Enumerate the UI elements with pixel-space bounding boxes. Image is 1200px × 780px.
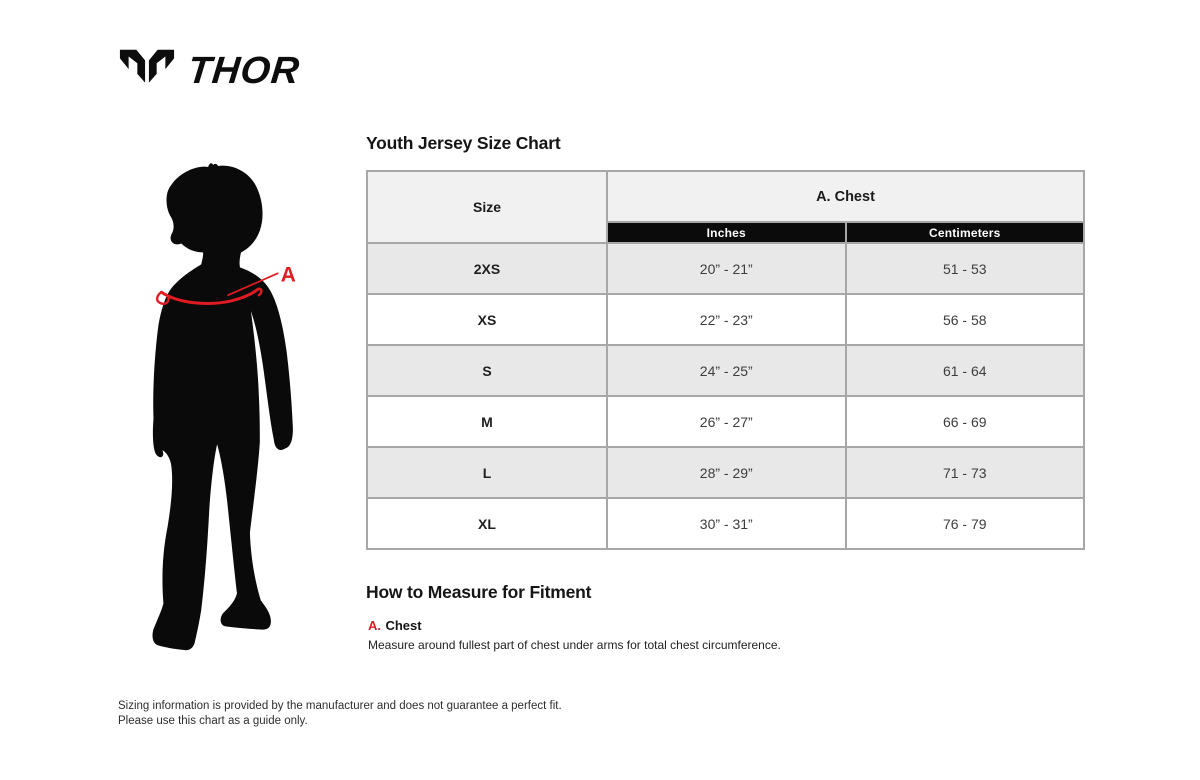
table-header-chest: A. Chest [607,171,1084,222]
cm-cell: 71 - 73 [846,447,1085,498]
table-header-centimeters: Centimeters [846,222,1085,243]
measure-item-chest [368,617,968,652]
table-row [367,294,1084,345]
inches-cell: 30” - 31” [607,498,846,549]
page-title: Youth Jersey Size Chart [366,133,561,153]
measure-item-description: Measure around fullest part of chest under arms for total chest circumference. [368,638,781,652]
inches-cell: 28” - 29” [607,447,846,498]
inches-cell: 24” - 25” [607,345,846,396]
measure-item-label: Chest [385,618,422,633]
table-header-inches: Inches [607,222,846,243]
table-row [367,447,1084,498]
size-cell: XS [367,294,607,345]
inches-cell: 20” - 21” [607,243,846,294]
table-row [367,498,1084,549]
size-cell: L [367,447,607,498]
size-cell: XL [367,498,607,549]
footer-disclaimer [118,699,562,728]
table-row [367,396,1084,447]
table-row [367,243,1084,294]
child-silhouette-figure [148,162,318,664]
thor-horns-icon [118,44,176,98]
table-header-size: Size [367,171,607,243]
measure-label-a: A [280,263,296,287]
cm-cell: 61 - 64 [846,345,1085,396]
size-chart-table [366,170,1085,550]
footer-line-2: Please use this chart as a guide only. [118,714,308,727]
cm-cell: 76 - 79 [846,498,1085,549]
cm-cell: 56 - 58 [846,294,1085,345]
table-row [367,345,1084,396]
child-silhouette [153,163,293,650]
size-cell: 2XS [367,243,607,294]
size-cell: M [367,396,607,447]
measure-guide-title: How to Measure for Fitment [366,582,592,602]
cm-cell: 51 - 53 [846,243,1085,294]
brand-wordmark: THOR [185,50,302,92]
footer-line-1: Sizing information is provided by the manufacturer and does not guarantee a perfect fit. [118,700,562,712]
cm-cell: 66 - 69 [846,396,1085,447]
thor-logo [118,44,300,98]
inches-cell: 26” - 27” [607,396,846,447]
measure-item-key: A. [368,618,381,633]
inches-cell: 22” - 23” [607,294,846,345]
size-cell: S [367,345,607,396]
